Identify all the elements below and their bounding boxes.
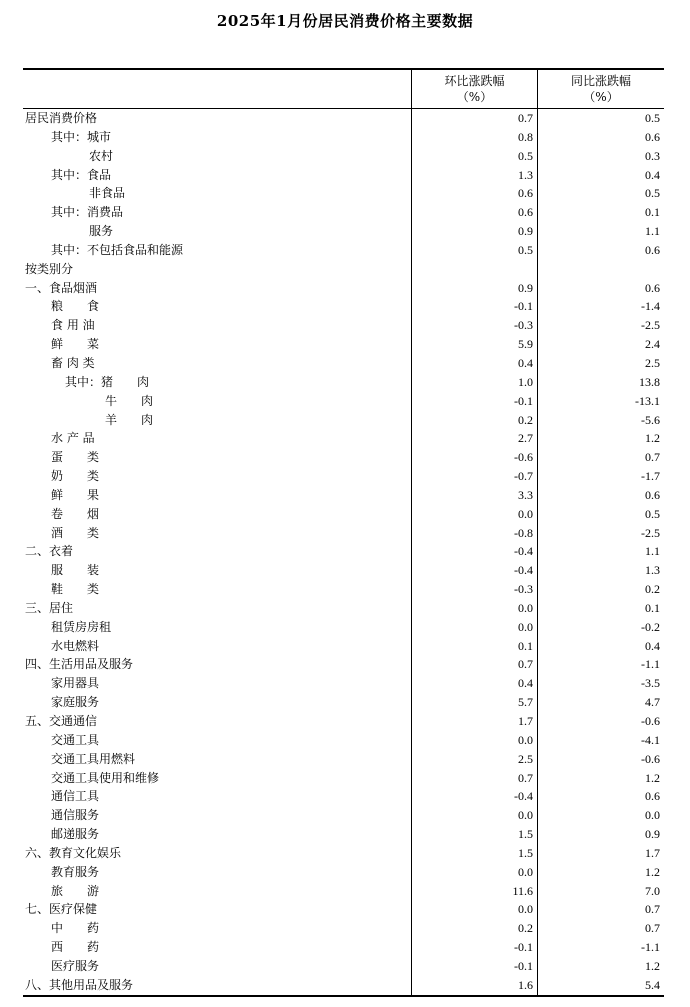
row-mom-value: 0.0 (411, 618, 537, 637)
table-row (23, 486, 664, 505)
table-row (23, 184, 664, 203)
row-label: 交通工具使用和维修 (51, 770, 160, 785)
row-yoy-value: 1.1 (537, 542, 664, 561)
table-row (23, 241, 664, 260)
row-mom-value: -0.4 (411, 561, 537, 580)
row-mom-value: 0.5 (411, 147, 537, 166)
row-label: 羊 肉 (105, 412, 154, 427)
row-yoy-value: 2.5 (537, 354, 664, 373)
row-yoy-value: 4.7 (537, 693, 664, 712)
row-yoy-value: 0.7 (537, 448, 664, 467)
row-label: 其中：城市 (51, 129, 112, 144)
row-mom-value: 1.7 (411, 712, 537, 731)
row-mom-value: 0.0 (411, 599, 537, 618)
row-label: 八、其他用品及服务 (25, 977, 134, 992)
row-mom-value: -0.3 (411, 580, 537, 599)
row-mom-value: 0.0 (411, 731, 537, 750)
row-mom-value: 5.7 (411, 693, 537, 712)
table-row (23, 769, 664, 788)
row-yoy-value: 0.3 (537, 147, 664, 166)
row-label: 家用器具 (51, 676, 100, 691)
row-yoy-value: -0.6 (537, 750, 664, 769)
row-mom-value: -0.3 (411, 316, 537, 335)
header-mom (411, 70, 537, 108)
table-row (23, 316, 664, 335)
row-yoy-value: 5.4 (537, 976, 664, 995)
row-label: 居民消费价格 (25, 111, 98, 125)
row-label: 奶 类 (51, 469, 100, 484)
row-label: 邮递服务 (51, 827, 100, 842)
table-row (23, 373, 664, 392)
table-row (23, 957, 664, 976)
table-row (23, 750, 664, 769)
row-yoy-value: 1.7 (537, 844, 664, 863)
table-row (23, 542, 664, 561)
row-mom-value: 0.7 (411, 655, 537, 674)
table-row (23, 637, 664, 656)
row-yoy-value: 0.0 (537, 806, 664, 825)
row-yoy-value: -0.2 (537, 618, 664, 637)
row-mom-value: 0.6 (411, 184, 537, 203)
row-mom-value: 0.2 (411, 411, 537, 430)
row-mom-value: 2.5 (411, 750, 537, 769)
row-yoy-value: 0.6 (537, 279, 664, 298)
row-yoy-value: 0.4 (537, 166, 664, 185)
row-label: 卷 烟 (51, 506, 100, 521)
header-mom-unit: （%） (456, 90, 493, 104)
row-label: 其中：猪 肉 (65, 374, 150, 389)
header-yoy-title: 同比涨跌幅 (570, 74, 631, 88)
row-mom-value: -0.7 (411, 467, 537, 486)
row-yoy-value: 1.2 (537, 429, 664, 448)
row-label: 六、教育文化娱乐 (25, 845, 122, 860)
row-label: 水电燃料 (51, 638, 100, 653)
header-yoy-unit: （%） (583, 90, 619, 104)
row-yoy-value: 13.8 (537, 373, 664, 392)
row-yoy-value: 0.4 (537, 637, 664, 656)
table-row (23, 655, 664, 674)
row-mom-value: 0.4 (411, 354, 537, 373)
row-mom-value: 0.2 (411, 919, 537, 938)
row-mom-value: -0.4 (411, 787, 537, 806)
row-mom-value: 0.5 (411, 241, 537, 260)
row-yoy-value: -0.6 (537, 712, 664, 731)
row-label: 蛋 类 (51, 450, 100, 465)
table-row (23, 693, 664, 712)
row-mom-value: 0.0 (411, 863, 537, 882)
table-row (23, 844, 664, 863)
table-row (23, 561, 664, 580)
row-yoy-value: 0.5 (537, 505, 664, 524)
row-yoy-value (537, 260, 664, 279)
row-label: 医疗服务 (51, 958, 100, 973)
row-mom-value: 0.8 (411, 128, 537, 147)
table-row (23, 938, 664, 957)
row-label: 鞋 类 (51, 582, 100, 597)
row-label: 鲜 果 (51, 487, 100, 502)
row-mom-value: 0.0 (411, 505, 537, 524)
table-row (23, 222, 664, 241)
table-row (23, 109, 664, 128)
row-label: 七、医疗保健 (25, 902, 98, 917)
table-row (23, 580, 664, 599)
row-yoy-value: 0.7 (537, 919, 664, 938)
row-yoy-value: 1.2 (537, 863, 664, 882)
row-label: 粮 食 (51, 299, 100, 314)
row-label: 交通工具用燃料 (51, 751, 136, 766)
table-row (23, 297, 664, 316)
row-label: 牛 肉 (105, 393, 154, 408)
cpi-table (23, 68, 664, 997)
table-row (23, 429, 664, 448)
row-label: 通信工具 (51, 789, 100, 804)
row-label: 其中：不包括食品和能源 (51, 242, 184, 257)
table-row (23, 882, 664, 901)
table-row (23, 392, 664, 411)
header-yoy (537, 70, 664, 108)
row-mom-value: -0.1 (411, 938, 537, 957)
row-yoy-value: 0.6 (537, 486, 664, 505)
row-yoy-value: 0.1 (537, 203, 664, 222)
row-label: 教育服务 (51, 864, 100, 879)
row-mom-value: 1.6 (411, 976, 537, 995)
table-row (23, 863, 664, 882)
row-label: 农村 (89, 148, 114, 163)
row-mom-value: -0.1 (411, 957, 537, 976)
row-label: 家庭服务 (51, 695, 100, 710)
row-label: 非食品 (89, 186, 126, 201)
row-yoy-value: 7.0 (537, 882, 664, 901)
row-mom-value: 0.1 (411, 637, 537, 656)
row-label: 按类别分 (25, 261, 74, 276)
row-yoy-value: -13.1 (537, 392, 664, 411)
row-yoy-value: 0.9 (537, 825, 664, 844)
row-mom-value: 1.5 (411, 844, 537, 863)
row-yoy-value: -5.6 (537, 411, 664, 430)
row-mom-value: 1.3 (411, 166, 537, 185)
row-label: 鲜 菜 (51, 337, 100, 352)
row-label: 服 装 (51, 563, 100, 578)
row-mom-value: 1.0 (411, 373, 537, 392)
row-yoy-value: 0.5 (537, 109, 664, 128)
row-label: 二、衣着 (25, 544, 74, 559)
row-label: 西 药 (51, 940, 100, 955)
row-yoy-value: -4.1 (537, 731, 664, 750)
table-row (23, 505, 664, 524)
table-row (23, 354, 664, 373)
row-yoy-value: -2.5 (537, 524, 664, 543)
row-label: 交通工具 (51, 732, 100, 747)
row-label: 四、生活用品及服务 (25, 657, 134, 672)
row-yoy-value: -2.5 (537, 316, 664, 335)
row-yoy-value: 0.6 (537, 787, 664, 806)
table-row (23, 919, 664, 938)
row-yoy-value: 0.5 (537, 184, 664, 203)
row-mom-value: -0.4 (411, 542, 537, 561)
row-yoy-value: 0.7 (537, 900, 664, 919)
table-row (23, 524, 664, 543)
table-row (23, 618, 664, 637)
row-mom-value: 0.6 (411, 203, 537, 222)
table-row (23, 203, 664, 222)
row-yoy-value: 1.2 (537, 957, 664, 976)
row-mom-value: 11.6 (411, 882, 537, 901)
row-label: 三、居住 (25, 600, 74, 615)
table-header (23, 68, 664, 109)
table-row (23, 976, 664, 995)
row-label: 其中：消费品 (51, 205, 124, 220)
row-label: 一、食品烟酒 (25, 280, 98, 295)
row-yoy-value: -1.4 (537, 297, 664, 316)
row-yoy-value: -1.7 (537, 467, 664, 486)
row-yoy-value: -1.1 (537, 938, 664, 957)
row-mom-value: 3.3 (411, 486, 537, 505)
row-label: 旅 游 (51, 883, 100, 898)
table-row (23, 467, 664, 486)
table-row (23, 128, 664, 147)
table-row (23, 335, 664, 354)
row-yoy-value: 2.4 (537, 335, 664, 354)
row-mom-value: 0.9 (411, 222, 537, 241)
row-yoy-value: 1.2 (537, 769, 664, 788)
table-row (23, 712, 664, 731)
table-row (23, 147, 664, 166)
table-row (23, 260, 664, 279)
row-label: 中 药 (51, 921, 100, 936)
row-mom-value: -0.8 (411, 524, 537, 543)
row-label: 酒 类 (51, 525, 100, 540)
row-mom-value: 0.4 (411, 674, 537, 693)
row-mom-value: 1.5 (411, 825, 537, 844)
row-yoy-value: -3.5 (537, 674, 664, 693)
row-label: 通信服务 (51, 808, 100, 823)
table-row (23, 825, 664, 844)
table-row (23, 674, 664, 693)
row-label: 食 用 油 (51, 318, 95, 333)
row-label: 租赁房房租 (51, 619, 112, 634)
row-mom-value: 2.7 (411, 429, 537, 448)
row-mom-value: 0.0 (411, 900, 537, 919)
row-yoy-value: 0.1 (537, 599, 664, 618)
row-mom-value: 0.9 (411, 279, 537, 298)
row-label: 五、交通通信 (25, 714, 98, 728)
table-row (23, 731, 664, 750)
row-mom-value: 0.7 (411, 109, 537, 128)
row-label: 水 产 品 (51, 431, 95, 446)
table-row (23, 806, 664, 825)
row-mom-value: -0.6 (411, 448, 537, 467)
row-label: 服务 (89, 224, 114, 239)
table-row (23, 279, 664, 298)
row-yoy-value: 0.6 (537, 128, 664, 147)
row-yoy-value: 0.2 (537, 580, 664, 599)
page-title: 2025年1月份居民消费价格主要数据 (216, 12, 474, 30)
row-mom-value: 0.0 (411, 806, 537, 825)
header-mom-title: 环比涨跌幅 (444, 74, 505, 88)
row-mom-value (411, 260, 537, 279)
row-yoy-value: 0.6 (537, 241, 664, 260)
table-row (23, 411, 664, 430)
row-yoy-value: 1.1 (537, 222, 664, 241)
row-label: 畜 肉 类 (51, 355, 95, 370)
table-row (23, 787, 664, 806)
table-row (23, 448, 664, 467)
table-row (23, 166, 664, 185)
table-row (23, 900, 664, 919)
row-label: 其中：食品 (51, 167, 112, 182)
table-body (23, 109, 664, 997)
row-yoy-value: 1.3 (537, 561, 664, 580)
row-mom-value: 0.7 (411, 769, 537, 788)
row-mom-value: 5.9 (411, 335, 537, 354)
row-mom-value: -0.1 (411, 297, 537, 316)
table-row (23, 599, 664, 618)
row-mom-value: -0.1 (411, 392, 537, 411)
row-yoy-value: -1.1 (537, 655, 664, 674)
